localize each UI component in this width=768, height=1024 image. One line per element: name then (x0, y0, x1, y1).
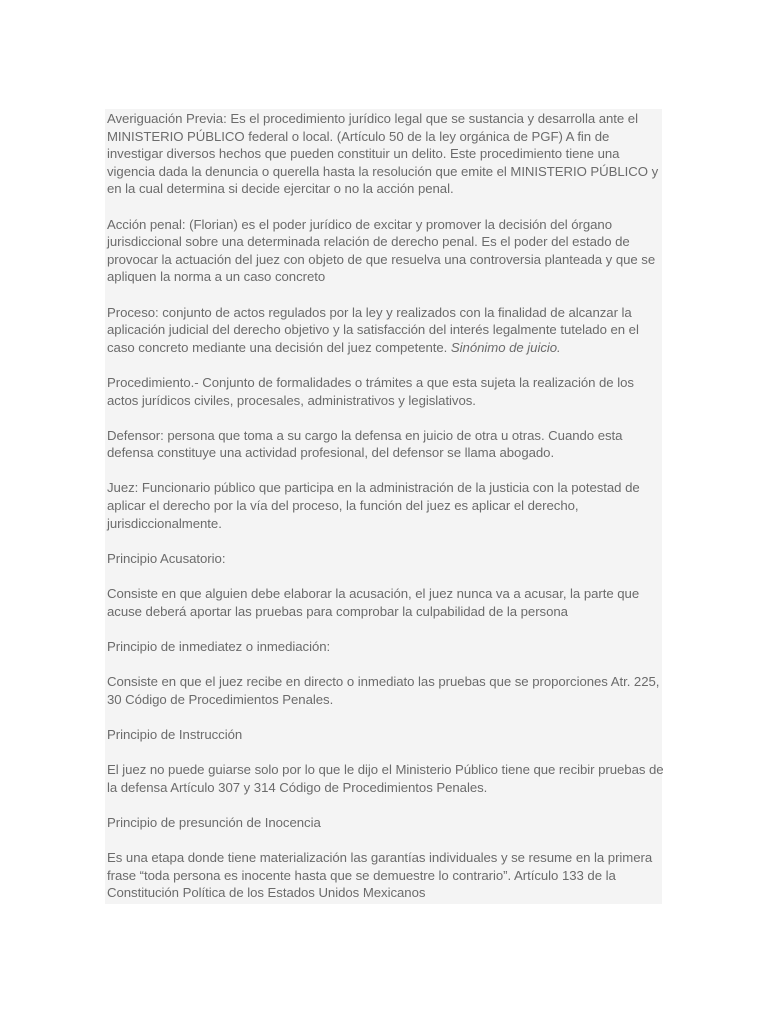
paragraph-proceso-italic: Sinónimo de juicio. (450, 339, 561, 355)
paragraph-proceso-text: Proceso: conjunto de actos regulados por la ley y realizados con la finalidad de alcanzar la aplicación judicial del derecho objetivo y la satisfacción del interés legalmente tutelado en el caso concreto mediante una decisión del juez competente. (107, 304, 639, 355)
heading-principio-presuncion: Principio de presunción de Inocencia (107, 814, 321, 830)
heading-principio-instruccion: Principio de Instrucción (107, 726, 243, 742)
heading-principio-acusatorio: Principio Acusatorio: (107, 550, 226, 566)
paragraph-juez: Juez: Funcionario público que participa en la administración de la justicia con la potestad de aplicar el derecho por la vía del proceso, la función del juez es aplicar el derecho, jurisdiccionalmente. (107, 480, 640, 531)
paragraph-accion-penal: Acción penal: (Florian) es el poder jurídico de excitar y promover la decisión del órgano jurisdiccional sobre una determinada relación de derecho penal. Es el poder del estado de provocar la actuación del juez con objeto de que resuelva una controversia planteada y que se apliquen la norma a un caso concreto (107, 216, 656, 285)
heading-principio-inmediatez: Principio de inmediatez o inmediación: (107, 638, 331, 654)
paragraph-principio-instruccion: El juez no puede guiarse solo por lo que le dijo el Ministerio Público tiene que recibir pruebas de la defensa Artículo 307 y 314 Código de Procedimientos Penales. (107, 761, 664, 795)
paragraph-principio-inmediatez: Consiste en que el juez recibe en directo o inmediato las pruebas que se proporciones Atr. 225, 30 Código de Procedimientos Penales. (107, 674, 660, 707)
paragraph-principio-acusatorio: Consiste en que alguien debe elaborar la acusación, el juez nunca va a acusar, la parte que acuse deberá aportar las pruebas para comprobar la culpabilidad de la persona (107, 586, 640, 619)
paragraph-averiguacion-previa: Averiguación Previa: Es el procedimiento jurídico legal que se sustancia y desarrolla ante el MINISTERIO PÚBLICO federal o local. (Artículo 50 de la ley orgánica de PGF) A fin de investigar diversos hechos que pueden constituir un delito. Este procedimiento tiene una vigencia dada la denuncia o querella hasta la resolución que emite el MINISTERIO PÚBLICO y en la cual determina si decide ejercitar o no la acción penal. (107, 111, 659, 197)
paragraph-principio-presuncion: Es una etapa donde tiene materialización las garantías individuales y se resume en la primera frase “toda persona es inocente hasta que se demuestre lo contrario”. Artículo 133 de la Constitución Política de los Estados Unidos Mexicanos (107, 849, 653, 901)
paragraph-proceso (107, 304, 667, 357)
paragraph-procedimiento: Procedimiento.- Conjunto de formalidades o trámites a que esta sujeta la realización de los actos jurídicos civiles, procesales, administrativos y legislativos. (107, 374, 634, 408)
paragraph-defensor: Defensor: persona que toma a su cargo la defensa en juicio de otra u otras. Cuando esta defensa constituye una actividad profesional, del defensor se llama abogado. (107, 427, 623, 461)
document-body (107, 110, 667, 902)
